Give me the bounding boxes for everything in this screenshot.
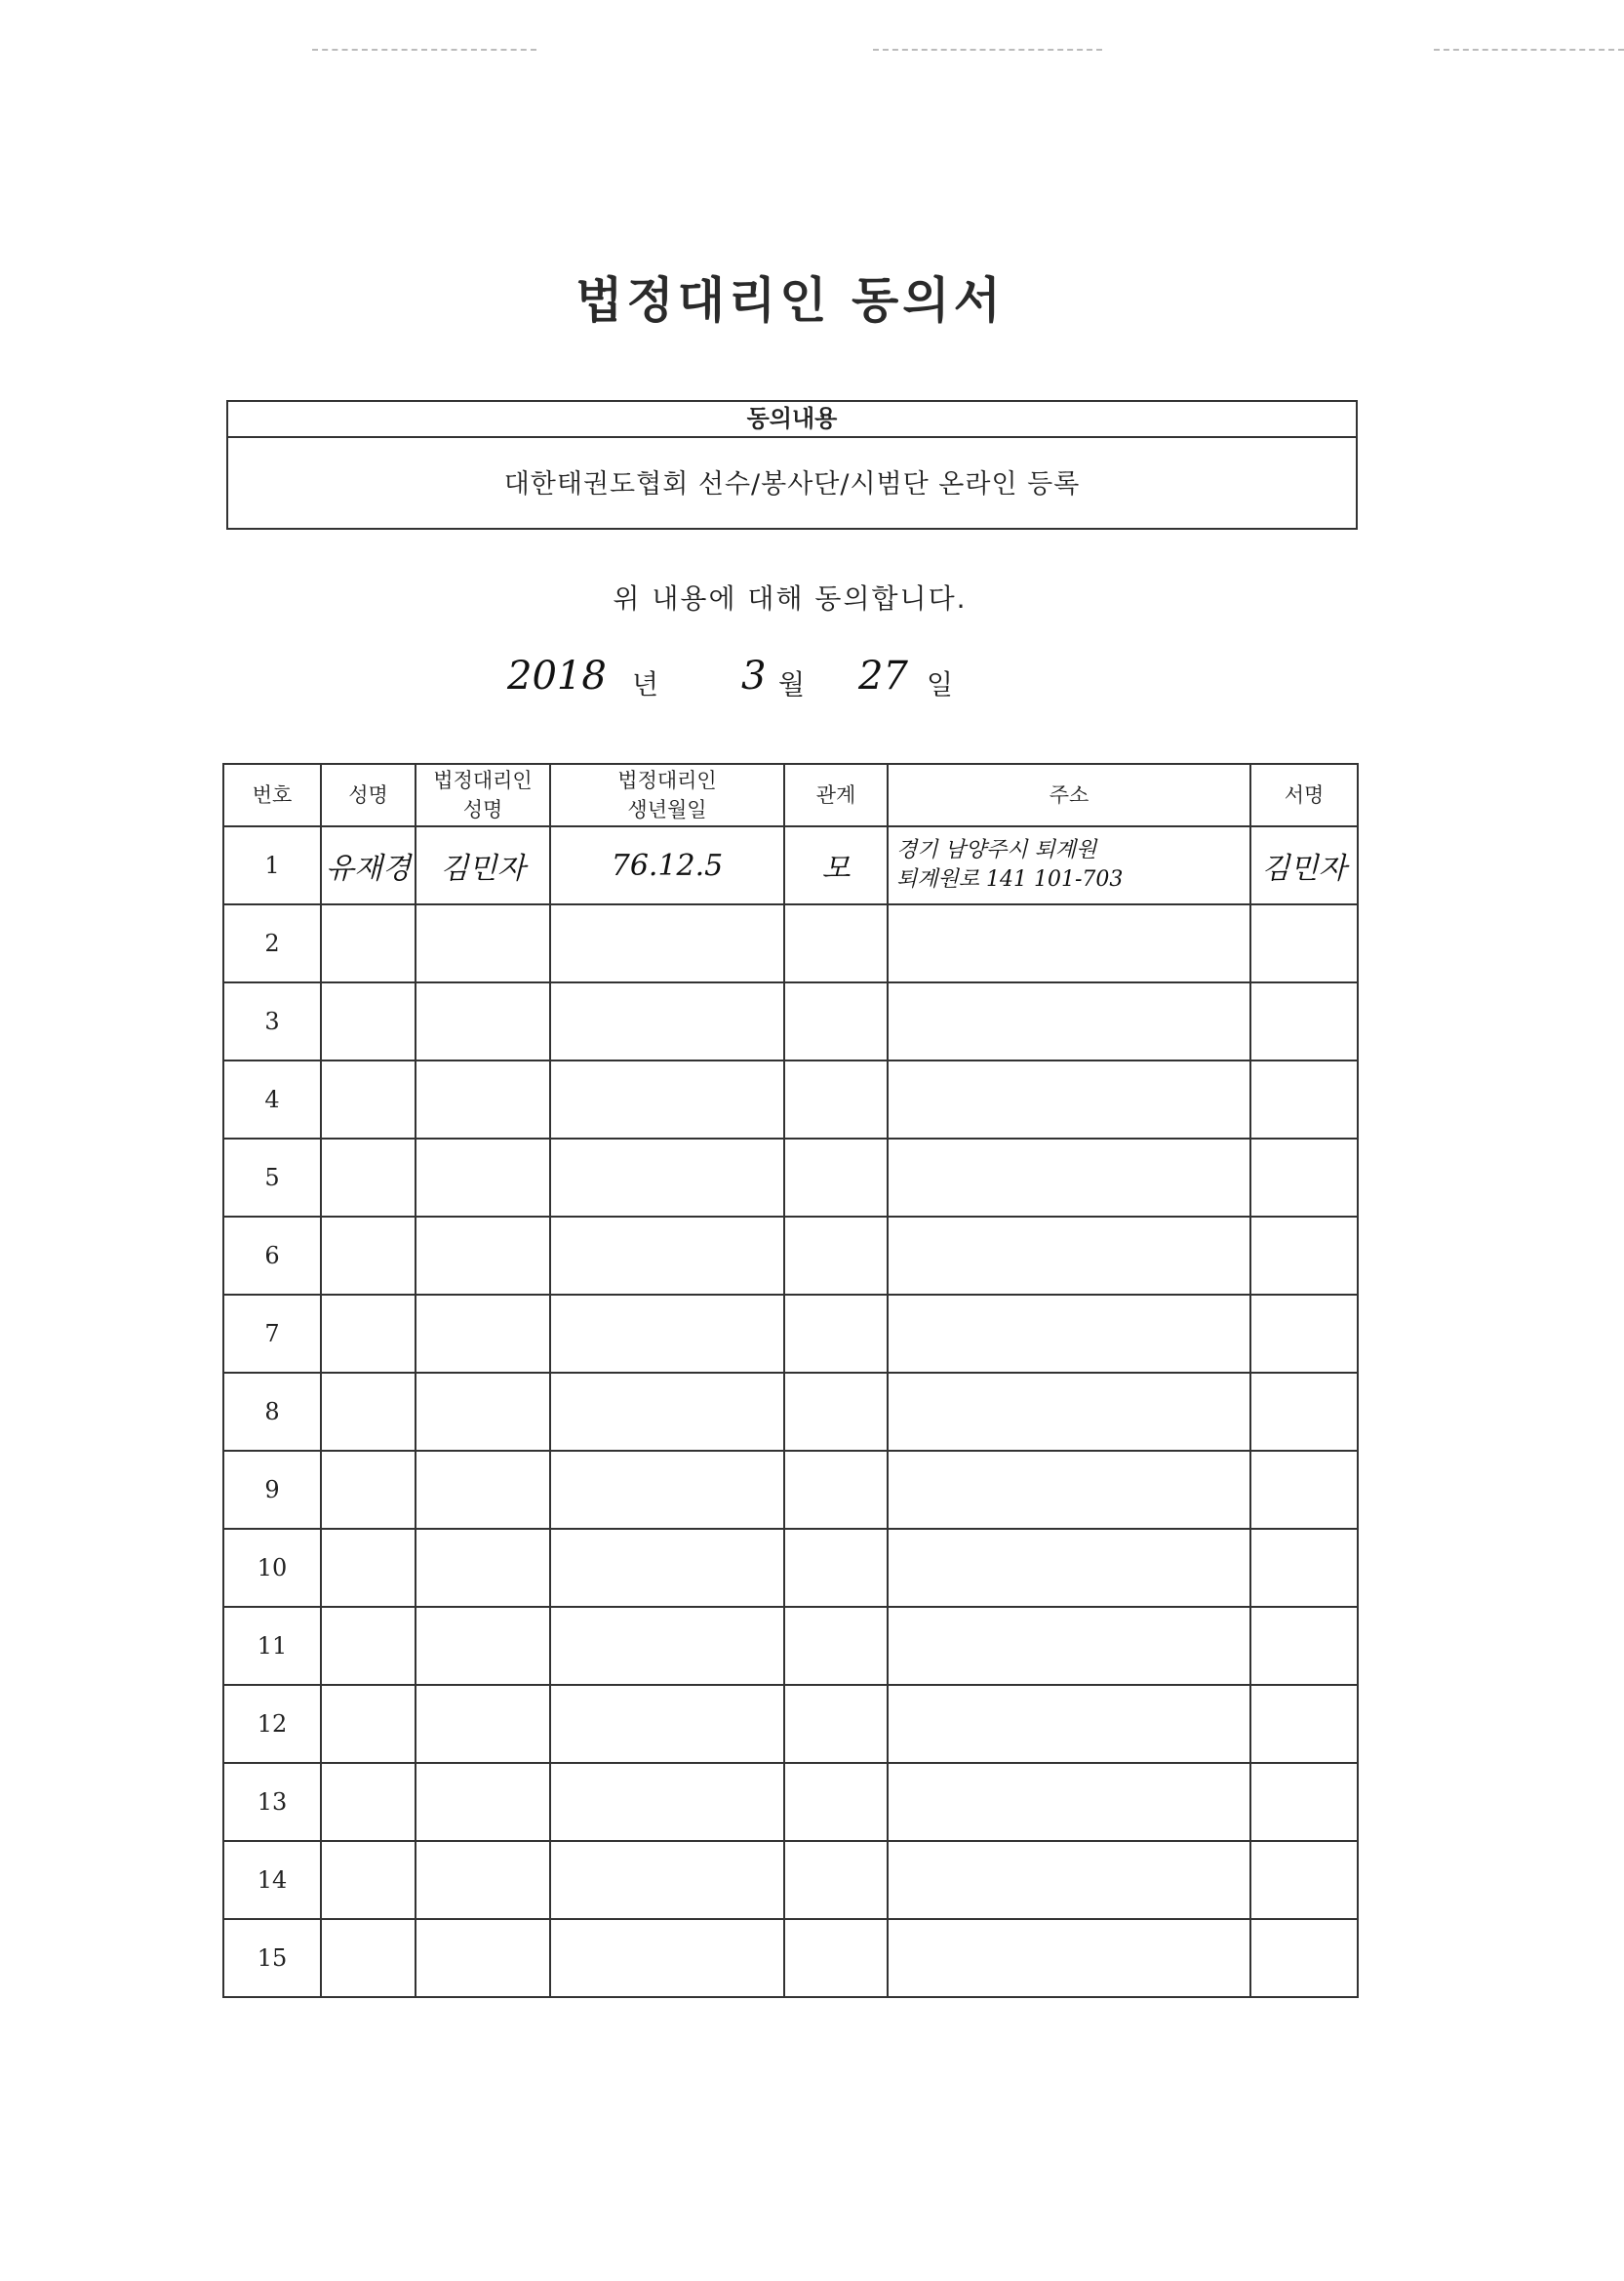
scan-mark-right: [1434, 49, 1624, 51]
table-row: [223, 1139, 1358, 1217]
name-cell[interactable]: [321, 1373, 416, 1451]
guardian-birth-cell[interactable]: [550, 1139, 784, 1217]
consent-header: 동의내용: [228, 402, 1356, 438]
guardian-birth-cell[interactable]: [550, 1295, 784, 1373]
registration-table: [222, 763, 1359, 1998]
address-cell[interactable]: [888, 1919, 1250, 1997]
address-cell[interactable]: [888, 826, 1250, 904]
signature-cell[interactable]: 김민자: [1250, 826, 1358, 904]
date-row: [507, 654, 1053, 712]
table-row: [223, 1607, 1358, 1685]
guardian-birth-cell[interactable]: [550, 1919, 784, 1997]
relation-cell[interactable]: [784, 1217, 888, 1295]
signature-cell[interactable]: [1250, 1060, 1358, 1139]
name-cell[interactable]: [321, 1919, 416, 1997]
address-cell[interactable]: [888, 1529, 1250, 1607]
row-number: 5: [223, 1139, 321, 1217]
name-cell[interactable]: [321, 1060, 416, 1139]
row-number: 13: [223, 1763, 321, 1841]
name-cell[interactable]: 유재경: [321, 826, 416, 904]
guardian-name-cell[interactable]: [416, 1529, 550, 1607]
agree-statement: 위 내용에 대해 동의합니다.: [613, 582, 968, 615]
row-number: 6: [223, 1217, 321, 1295]
signature-cell[interactable]: [1250, 1763, 1358, 1841]
header-guardian-name-line1: 법정대리인: [433, 769, 533, 792]
relation-cell[interactable]: [784, 1763, 888, 1841]
guardian-name-cell[interactable]: [416, 904, 550, 982]
guardian-birth-cell[interactable]: [550, 1763, 784, 1841]
guardian-birth-cell[interactable]: [550, 982, 784, 1060]
guardian-name-cell[interactable]: [416, 1841, 550, 1919]
guardian-name-cell[interactable]: [416, 982, 550, 1060]
date-year-unit: 년: [632, 668, 659, 700]
table-row: [223, 1919, 1358, 1997]
address-cell[interactable]: [888, 1763, 1250, 1841]
header-guardian-birth-line1: 법정대리인: [617, 769, 717, 792]
address-line-1: 경기 남양주시 퇴계원: [896, 838, 1097, 862]
relation-cell[interactable]: [784, 1451, 888, 1529]
table-row: [223, 1685, 1358, 1763]
header-guardian-name-line2: 성명: [462, 798, 503, 821]
header-address: 주소: [888, 764, 1250, 826]
relation-cell[interactable]: [784, 982, 888, 1060]
guardian-name-cell[interactable]: [416, 1295, 550, 1373]
guardian-name-cell[interactable]: [416, 1919, 550, 1997]
header-relation: 관계: [784, 764, 888, 826]
address-cell[interactable]: [888, 904, 1250, 982]
name-cell[interactable]: [321, 1607, 416, 1685]
address-cell[interactable]: [888, 1295, 1250, 1373]
relation-cell[interactable]: [784, 1685, 888, 1763]
table-row: [223, 982, 1358, 1060]
row-number: 8: [223, 1373, 321, 1451]
date-month-unit: 월: [778, 668, 806, 700]
consent-box: [226, 400, 1358, 530]
row-number: 2: [223, 904, 321, 982]
header-no: 번호: [223, 764, 321, 826]
row-number: 7: [223, 1295, 321, 1373]
guardian-birth-cell[interactable]: [550, 1685, 784, 1763]
name-cell[interactable]: [321, 904, 416, 982]
name-cell[interactable]: [321, 1217, 416, 1295]
table-row: [223, 1451, 1358, 1529]
signature-cell[interactable]: [1250, 1529, 1358, 1607]
name-cell[interactable]: [321, 1841, 416, 1919]
name-cell[interactable]: [321, 1451, 416, 1529]
signature-cell[interactable]: [1250, 1919, 1358, 1997]
guardian-name-cell[interactable]: [416, 1139, 550, 1217]
table-row: [223, 1763, 1358, 1841]
relation-cell[interactable]: [784, 904, 888, 982]
consent-body: 대한태권도협회 선수/봉사단/시범단 온라인 등록: [503, 469, 1081, 500]
header-signature: 서명: [1250, 764, 1358, 826]
row-number: 14: [223, 1841, 321, 1919]
relation-cell[interactable]: [784, 1295, 888, 1373]
table-row: [223, 1529, 1358, 1607]
table-row: [223, 1295, 1358, 1373]
relation-cell[interactable]: [784, 1841, 888, 1919]
guardian-name-cell[interactable]: [416, 1373, 550, 1451]
row-number: 1: [223, 826, 321, 904]
guardian-birth-cell[interactable]: [550, 1373, 784, 1451]
signature-cell[interactable]: [1250, 982, 1358, 1060]
guardian-name-cell[interactable]: [416, 1685, 550, 1763]
signature-cell[interactable]: [1250, 1217, 1358, 1295]
signature-cell[interactable]: [1250, 1451, 1358, 1529]
table-row: [223, 826, 1358, 904]
scan-mark-center: [873, 49, 1102, 51]
address-line-2: 퇴계원로 141 101-703: [896, 867, 1124, 892]
guardian-name-cell[interactable]: [416, 1451, 550, 1529]
address-cell[interactable]: [888, 1217, 1250, 1295]
signature-cell[interactable]: [1250, 1139, 1358, 1217]
signature-cell[interactable]: [1250, 1607, 1358, 1685]
guardian-birth-cell[interactable]: [550, 1607, 784, 1685]
relation-cell[interactable]: [784, 1919, 888, 1997]
row-number: 9: [223, 1451, 321, 1529]
header-name: 성명: [321, 764, 416, 826]
guardian-birth-cell[interactable]: [550, 1841, 784, 1919]
date-day-unit: 일: [927, 668, 954, 700]
relation-cell[interactable]: [784, 1139, 888, 1217]
relation-cell[interactable]: 모: [784, 826, 888, 904]
guardian-name-cell[interactable]: [416, 1763, 550, 1841]
row-number: 4: [223, 1060, 321, 1139]
guardian-name-cell[interactable]: [416, 1060, 550, 1139]
header-guardian-birth-line2: 생년월일: [627, 798, 707, 821]
document-title: 법정대리인 동의서: [575, 271, 1005, 329]
guardian-birth-cell[interactable]: [550, 904, 784, 982]
relation-cell[interactable]: [784, 1607, 888, 1685]
row-number: 10: [223, 1529, 321, 1607]
row-number: 3: [223, 982, 321, 1060]
address-cell[interactable]: [888, 1060, 1250, 1139]
scan-mark-left: [312, 49, 536, 51]
date-year-value: 2018: [507, 654, 607, 699]
relation-cell[interactable]: [784, 1529, 888, 1607]
address-cell[interactable]: [888, 1685, 1250, 1763]
address-cell[interactable]: [888, 1373, 1250, 1451]
address-cell[interactable]: [888, 1841, 1250, 1919]
name-cell[interactable]: [321, 1685, 416, 1763]
guardian-name-cell[interactable]: [416, 1217, 550, 1295]
guardian-name-cell[interactable]: [416, 1607, 550, 1685]
header-guardian-birth: [550, 764, 784, 826]
relation-cell[interactable]: [784, 1060, 888, 1139]
signature-cell[interactable]: [1250, 1685, 1358, 1763]
row-number: 11: [223, 1607, 321, 1685]
name-cell[interactable]: [321, 1763, 416, 1841]
name-cell[interactable]: [321, 1529, 416, 1607]
signature-cell[interactable]: [1250, 1295, 1358, 1373]
address-cell[interactable]: [888, 1451, 1250, 1529]
header-guardian-name: [416, 764, 550, 826]
table-row: [223, 1060, 1358, 1139]
table-row: [223, 904, 1358, 982]
table-row: [223, 1373, 1358, 1451]
relation-cell[interactable]: [784, 1373, 888, 1451]
row-number: 12: [223, 1685, 321, 1763]
guardian-birth-cell[interactable]: [550, 1529, 784, 1607]
guardian-name-cell[interactable]: 김민자: [416, 826, 550, 904]
address-cell[interactable]: [888, 982, 1250, 1060]
table-row: [223, 1217, 1358, 1295]
signature-cell[interactable]: [1250, 1841, 1358, 1919]
signature-cell[interactable]: [1250, 1373, 1358, 1451]
guardian-birth-cell[interactable]: [550, 1217, 784, 1295]
table-body: [223, 826, 1358, 1997]
name-cell[interactable]: [321, 1139, 416, 1217]
guardian-birth-cell[interactable]: [550, 1451, 784, 1529]
name-cell[interactable]: [321, 1295, 416, 1373]
date-month-value: 3: [741, 654, 767, 699]
name-cell[interactable]: [321, 982, 416, 1060]
address-cell[interactable]: [888, 1139, 1250, 1217]
signature-cell[interactable]: [1250, 904, 1358, 982]
date-day-value: 27: [858, 654, 908, 699]
table-row: [223, 1841, 1358, 1919]
guardian-birth-cell[interactable]: [550, 1060, 784, 1139]
row-number: 15: [223, 1919, 321, 1997]
guardian-birth-cell[interactable]: 76.12.5: [550, 826, 784, 904]
table-header-row: [223, 764, 1358, 826]
address-cell[interactable]: [888, 1607, 1250, 1685]
